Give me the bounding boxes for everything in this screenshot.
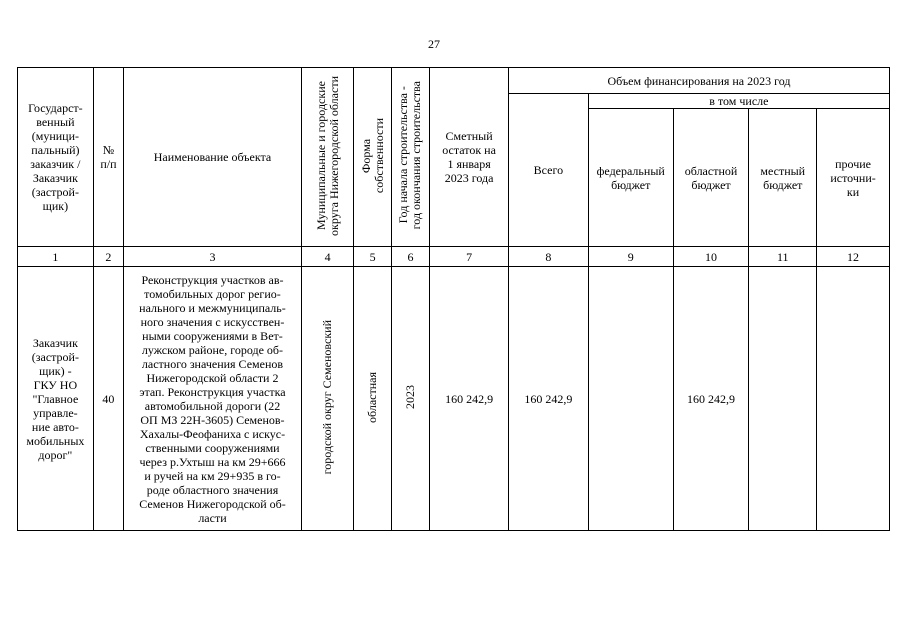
column-number: 8	[508, 247, 588, 267]
cell-years-cell	[391, 267, 429, 531]
header-local: местный бюджет	[749, 109, 817, 247]
cell-other	[817, 267, 890, 531]
column-number: 11	[749, 247, 817, 267]
column-number: 9	[588, 247, 673, 267]
header-years-cell	[391, 68, 429, 247]
column-number: 10	[673, 247, 749, 267]
header-ownership: Форма собственности	[358, 117, 386, 194]
header-federal: федеральный бюджет	[588, 109, 673, 247]
header-object-name: Наименование объекта	[124, 68, 302, 247]
column-number: 1	[18, 247, 94, 267]
cell-estimated-balance: 160 242,9	[430, 267, 509, 531]
header-municipality: Муниципальные и городские округа Нижегородской области	[313, 75, 341, 236]
header-other: прочие источни- ки	[817, 109, 890, 247]
column-number: 7	[430, 247, 509, 267]
column-number: 3	[124, 247, 302, 267]
column-number: 4	[301, 247, 354, 267]
header-regional: областной бюджет	[673, 109, 749, 247]
cell-regional: 160 242,9	[673, 267, 749, 531]
header-num: № п/п	[93, 68, 123, 247]
cell-years: 2023	[402, 385, 417, 409]
header-ownership-cell	[354, 68, 391, 247]
table-row	[18, 267, 890, 531]
header-estimated-balance: Сметный остаток на 1 января 2023 года	[430, 68, 509, 247]
cell-total: 160 242,9	[508, 267, 588, 531]
cell-local	[749, 267, 817, 531]
column-number: 12	[817, 247, 890, 267]
cell-ownership-cell	[354, 267, 391, 531]
column-number: 6	[391, 247, 429, 267]
cell-federal	[588, 267, 673, 531]
cell-customer: Заказчик (застрой- щик) - ГКУ НО "Главное управле- ние авто- мобильных дорог"	[18, 267, 94, 531]
header-municipality-cell	[301, 68, 354, 247]
page-number: 27	[428, 37, 440, 51]
header-customer: Государст- венный (муници- пальный) заказчик / Заказчик (застрой- щик)	[18, 68, 94, 247]
cell-municipality: городской округ Семеновский	[320, 319, 335, 475]
cell-num: 40	[93, 267, 123, 531]
header-including: в том числе	[588, 94, 889, 109]
financing-table	[17, 67, 890, 531]
cell-object-name: Реконструкция участков ав- томобильных дорог регио- нального и межмуниципаль- ного значения с искусствен- ными сооружениями в Вет- лужском районе, городе об- ластного значения Семенов Нижегородской области 2 этап. Реконструкция участка автомобильной дороги (22 ОП МЗ 22Н-3605) Семенов- Хахалы-Феофаниха с искус- ственными сооружениями через р.Ухтыш на км 29+666 и ручей на км 29+935 в го- роде областного значения Семенов Нижегородской об- ласти	[124, 267, 302, 531]
header-years: Год начала строительства - год окончания строительства	[396, 81, 424, 230]
header-financing: Объем финансирования на 2023 год	[508, 68, 889, 94]
column-number: 2	[93, 247, 123, 267]
column-number: 5	[354, 247, 391, 267]
header-total: Всего	[508, 94, 588, 247]
cell-ownership: областная	[365, 371, 380, 423]
cell-municipality-cell	[301, 267, 354, 531]
